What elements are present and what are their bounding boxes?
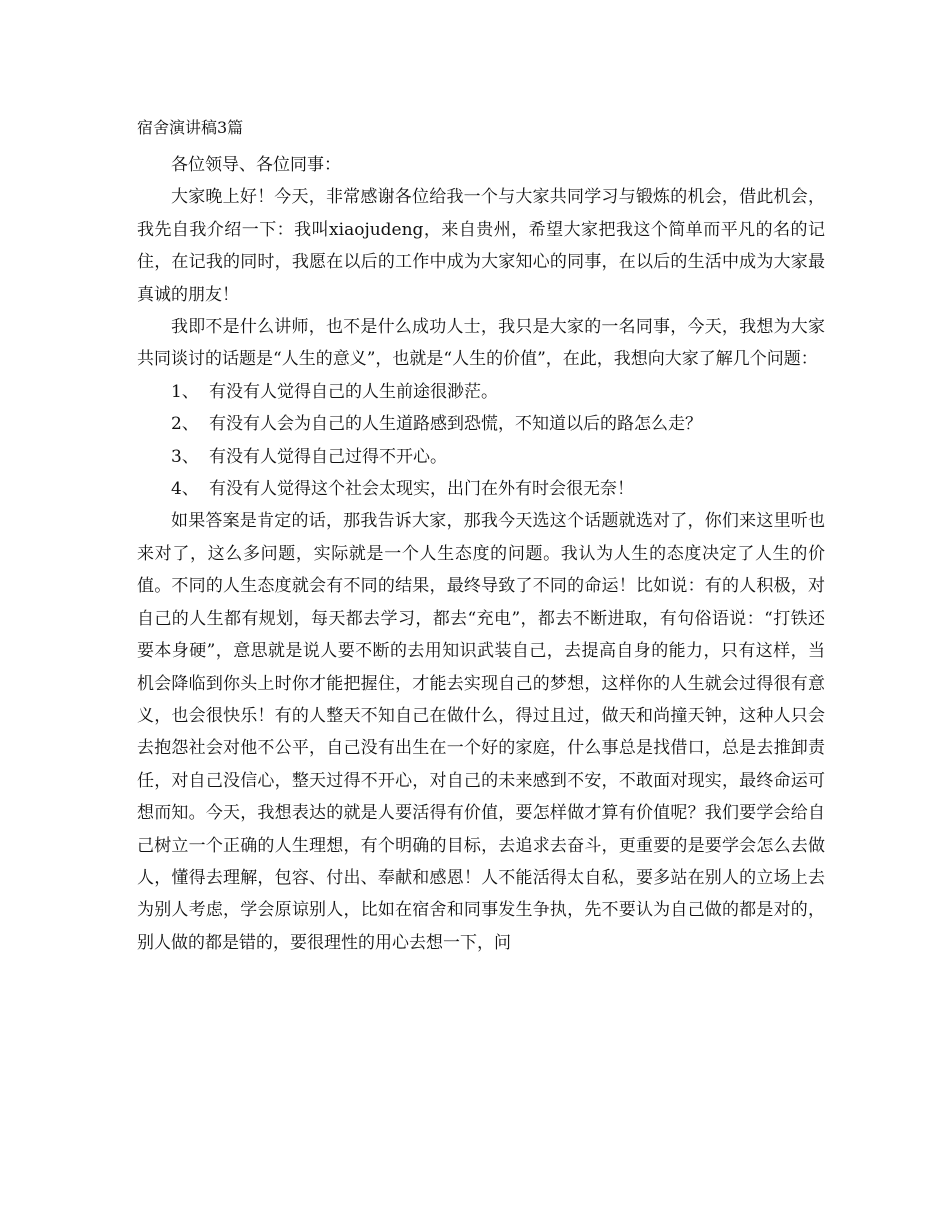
question-text: 有没有人觉得自己过得不开心。 (209, 446, 447, 467)
paragraph-intro: 大家晚上好！今天，非常感谢各位给我一个与大家共同学习与锻炼的机会，借此机会，我先自我介绍一下：我叫xiaojudeng，来自贵州，希望大家把我这个简单而平凡的名的记住，在记我的同时，我愿在以后的工作中成为大家知心的同事，在以后的生活中成为大家最真诚的朋友！ (137, 187, 825, 305)
paragraph-body: 如果答案是肯定的话，那我告诉大家，那我今天选这个话题就选对了，你们来这里听也来对了，这么多问题，实际就是一个人生态度的问题。我认为人生的态度决定了人生的价值。不同的人生态度就会有不同的结果，最终导致了不同的命运！比如说：有的人积极，对自己的人生都有规划，每天都去学习，都去“充电”，都去不断进取，有句俗语说：“打铁还要本身硬”，意思就是说人要不断的去用知识武装自己，去提高自身的能力，只有这样，当机会降临到你头上时你才能把握住，才能去实现自己的梦想，这样你的人生就会过得很有意义，也会很快乐！有的人整天不知自己在做什么，得过且过，做天和尚撞天钟，这种人只会去抱怨社会对他不公平，自己没有出生在一个好的家庭，什么事总是找借口，总是去推卸责任，对自己没信心，整天过得不开心，对自己的未来感到不安，不敢面对现实，最终命运可想而知。今天，我想表达的就是人要活得有价值，要怎样做才算有价值呢？我们要学会给自己树立一个正确的人生理想，有个明确的目标，去追求去奋斗，更重要的是要学会怎么去做人，懂得去理解，包容、付出、奉献和感恩！人不能活得太自私，要多站在别人的立场上去为别人考虑，学会原谅别人，比如在宿舍和同事发生争执，先不要认为自己做的都是对的，别人做的都是错的，要很理性的用心去想一下，问 (137, 511, 825, 953)
question-number: 4、 (171, 479, 199, 500)
document-title: 宿舍演讲稿3篇 (137, 118, 244, 137)
question-text: 有没有人觉得自己的人生前途很渺茫。 (209, 381, 498, 402)
question-number: 3、 (171, 446, 199, 467)
question-text: 有没有人会为自己的人生道路感到恐慌，不知道以后的路怎么走？ (209, 414, 702, 435)
question-number: 2、 (171, 414, 199, 435)
question-item (137, 473, 825, 505)
question-number: 1、 (171, 381, 199, 402)
salutation: 各位领导、各位同事： (171, 155, 341, 175)
question-item (137, 408, 825, 440)
question-text: 有没有人觉得这个社会太现实，出门在外有时会很无奈！ (209, 479, 634, 500)
question-item (137, 441, 825, 473)
question-item (137, 376, 825, 408)
paragraph-topic: 我即不是什么讲师，也不是什么成功人士，我只是大家的一名同事，今天，我想为大家共同谈讨的话题是“人生的意义”，也就是“人生的价值”，在此，我想向大家了解几个问题： (137, 317, 825, 370)
document-body (137, 115, 825, 959)
